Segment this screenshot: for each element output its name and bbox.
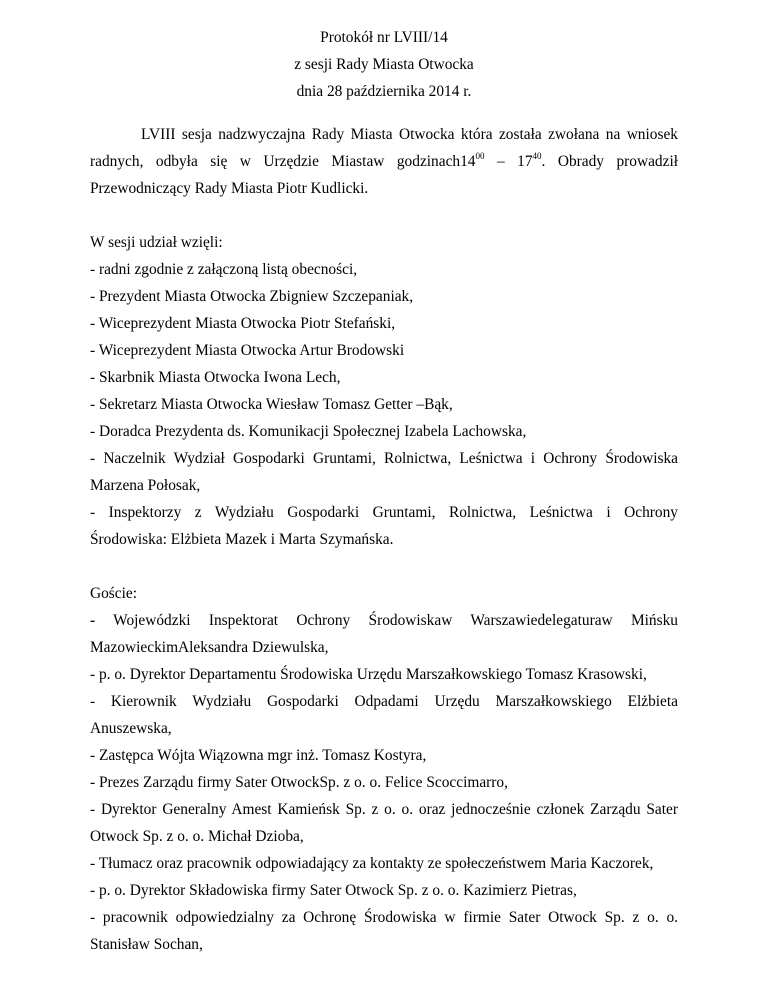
list-item: Anuszewska,: [90, 720, 172, 737]
list-item: - Naczelnik Wydział Gospodarki Gruntami, Rolnictwa, Leśnictwa i Ochrony Środowiska: [90, 450, 678, 467]
list-item: - Prezydent Miasta Otwocka Zbigniew Szczepaniak,: [90, 288, 414, 305]
list-item: - Prezes Zarządu firmy Sater OtwockSp. z o. o. Felice Scoccimarro,: [90, 774, 508, 791]
document-body: [90, 121, 678, 958]
protocol-title: Protokół nr LVIII/14: [320, 29, 448, 46]
list-item: Stanisław Sochan,: [90, 936, 203, 953]
list-item: Otwock Sp. z o. o. Michał Dzioba,: [90, 828, 304, 845]
list-item: MazowieckimAleksandra Dziewulska,: [90, 639, 329, 656]
session-subtitle: z sesji Rady Miasta Otwocka: [294, 56, 474, 73]
attendees-heading: W sesji udział wzięli:: [90, 234, 223, 251]
intro-line-3: Przewodniczący Rady Miasta Piotr Kudlicki.: [90, 180, 369, 197]
list-item: Marzena Połosak,: [90, 477, 201, 494]
list-item: - p. o. Dyrektor Składowiska firmy Sater Otwock Sp. z o. o. Kazimierz Pietras,: [90, 882, 577, 899]
list-item: - Tłumacz oraz pracownik odpowiadający za kontakty ze społeczeństwem Maria Kaczorek,: [90, 855, 654, 872]
list-item: - Kierownik Wydziału Gospodarki Odpadami Urzędu Marszałkowskiego Elżbieta: [90, 693, 678, 710]
guests-heading: Goście:: [90, 585, 138, 602]
list-item: - p. o. Dyrektor Departamentu Środowiska Urzędu Marszałkowskiego Tomasz Krasowski,: [90, 666, 647, 683]
intro-line-2: radnych, odbyła się w Urzędzie Miastaw $godzinach14^{00} - 17^{40}$. Obrady prowadził: [90, 150, 678, 170]
document-header: [0, 24, 768, 105]
list-item: - Sekretarz Miasta Otwocka Wiesław Tomasz Getter –Bąk,: [90, 396, 453, 413]
list-item: - Doradca Prezydenta ds. Komunikacji Społecznej Izabela Lachowska,: [90, 423, 527, 440]
list-item: - Inspektorzy z Wydziału Gospodarki Gruntami, Rolnictwa, Leśnictwa i Ochrony: [90, 504, 678, 521]
list-item: - Skarbnik Miasta Otwocka Iwona Lech,: [90, 369, 341, 386]
list-item: - Wiceprezydent Miasta Otwocka Piotr Stefański,: [90, 315, 396, 332]
list-item: - pracownik odpowiedzialny za Ochronę Środowiska w firmie Sater Otwock Sp. z o. o.: [90, 909, 678, 926]
list-item: Środowiska: Elżbieta Mazek i Marta Szymańska.: [90, 531, 394, 548]
list-item: - radni zgodnie z załączoną listą obecności,: [90, 261, 358, 278]
intro-line-1: LVIII sesja nadzwyczajna Rady Miasta Otwocka która została zwołana na wniosek: [141, 126, 678, 143]
session-date: dnia 28 października 2014 r.: [296, 83, 472, 100]
list-item: - Wiceprezydent Miasta Otwocka Artur Brodowski: [90, 342, 405, 359]
list-item: - Wojewódzki Inspektorat Ochrony Środowiskaw Warszawiedelegaturaw Mińsku: [90, 612, 678, 629]
list-item: - Zastępca Wójta Wiązowna mgr inż. Tomasz Kostyra,: [90, 747, 427, 764]
list-item: - Dyrektor Generalny Amest Kamieńsk Sp. z o. o. oraz jednocześnie członek Zarządu Sater: [90, 801, 678, 818]
